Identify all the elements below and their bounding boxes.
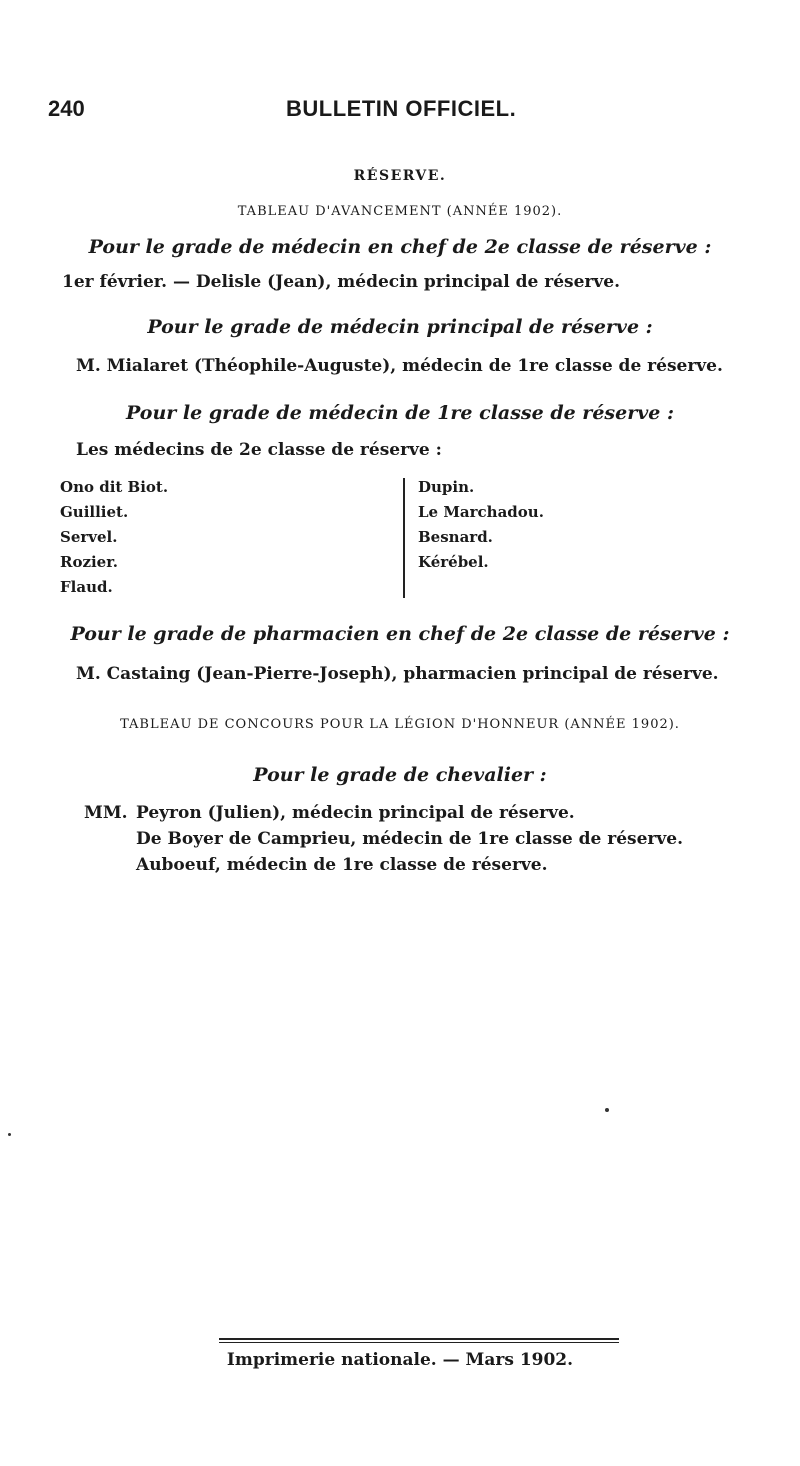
list-item: Besnard.	[418, 528, 493, 546]
list-item: Flaud.	[60, 578, 113, 596]
running-title: BULLETIN OFFICIEL.	[286, 96, 517, 121]
chevalier-line-auboeuf: Auboeuf, médecin de 1re classe de réserve.	[136, 855, 548, 875]
chevalier-line-boyer: De Boyer de Camprieu, médecin de 1re classe de réserve.	[136, 829, 684, 849]
promotion-line-delisle: 1er février. — Delisle (Jean), médecin principal de réserve.	[62, 272, 620, 292]
footer-rule-thin	[219, 1342, 619, 1343]
mm-label: MM.	[84, 803, 128, 823]
list-item: Ono dit Biot.	[60, 478, 169, 496]
list-item: Dupin.	[418, 478, 475, 496]
grade-heading-medecin-principal: Pour le grade de médecin principal de réserve :	[147, 316, 653, 338]
names-right-column	[418, 475, 544, 575]
list-item: Rozier.	[60, 553, 118, 571]
imprint-footer: Imprimerie nationale. — Mars 1902.	[226, 1350, 574, 1370]
grade-heading-chevalier: Pour le grade de chevalier :	[253, 764, 547, 786]
column-divider	[403, 478, 405, 598]
names-left-column	[60, 475, 168, 600]
list-item: Kérébel.	[418, 553, 489, 571]
ink-speck	[605, 1108, 609, 1112]
list-item: Le Marchadou.	[418, 503, 544, 521]
promotion-line-castaing: M. Castaing (Jean-Pierre-Joseph), pharmacien principal de réserve.	[76, 664, 719, 684]
promotion-line-mialaret: M. Mialaret (Théophile-Auguste), médecin de 1re classe de réserve.	[76, 356, 723, 376]
chevalier-line-peyron: Peyron (Julien), médecin principal de réserve.	[136, 803, 575, 823]
list-item: Guilliet.	[60, 503, 129, 521]
grade-heading-medecin-1re-classe: Pour le grade de médecin de 1re classe de réserve :	[126, 402, 674, 424]
footer-rule	[219, 1338, 619, 1340]
tableau-concours-heading: TABLEAU DE CONCOURS POUR LA LÉGION D'HONNEUR (ANNÉE 1902).	[120, 717, 680, 732]
page-number: 240	[48, 96, 85, 121]
grade-heading-pharmacien-chef: Pour le grade de pharmacien en chef de 2e classe de réserve :	[70, 623, 730, 645]
section-title: RÉSERVE.	[353, 168, 447, 184]
medecins-intro-line: Les médecins de 2e classe de réserve :	[76, 440, 442, 460]
ink-speck	[8, 1133, 11, 1136]
tableau-avancement-heading: TABLEAU D'AVANCEMENT (ANNÉE 1902).	[237, 204, 563, 219]
grade-heading-medecin-chef: Pour le grade de médecin en chef de 2e classe de réserve :	[88, 236, 712, 258]
list-item: Servel.	[60, 528, 118, 546]
